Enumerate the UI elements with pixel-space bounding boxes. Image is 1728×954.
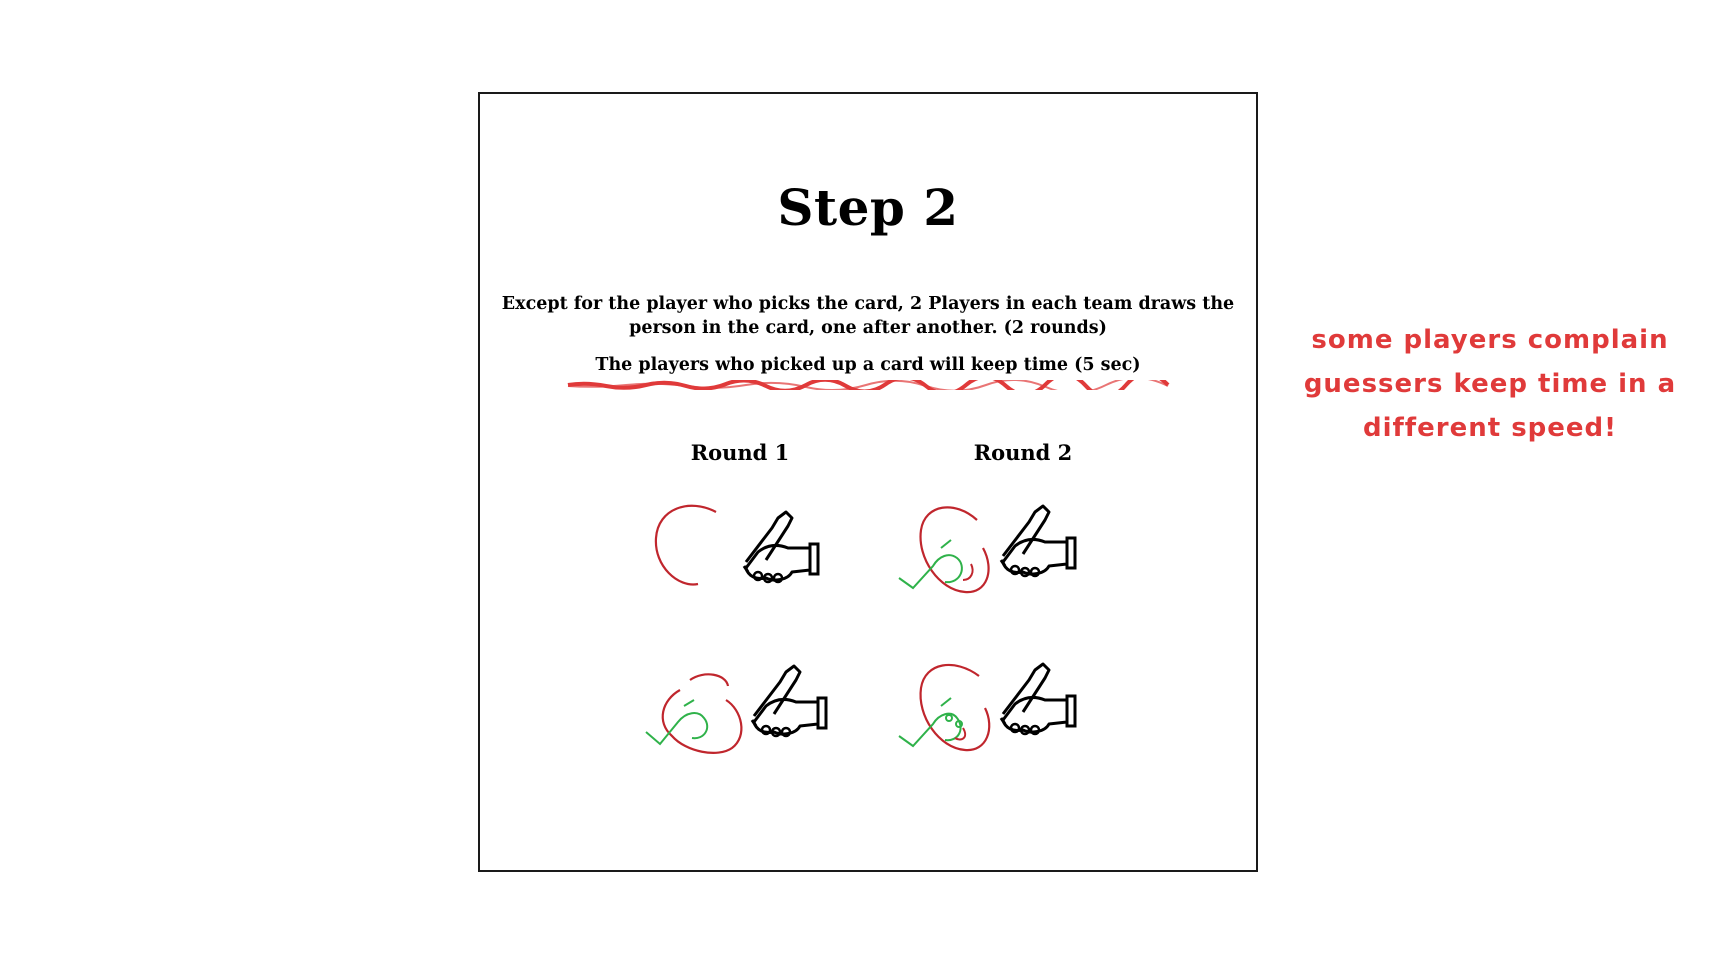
round-2-sketch-2 bbox=[895, 658, 1095, 768]
round-2-sketch-1 bbox=[895, 500, 1095, 610]
round-1-label: Round 1 bbox=[690, 440, 790, 465]
slide-title: Step 2 bbox=[777, 178, 959, 237]
round-1-sketch-2 bbox=[642, 660, 842, 770]
annotation-note: some players complain guessers keep time in a different speed! bbox=[1303, 325, 1677, 443]
face-sketch-icon bbox=[899, 507, 989, 592]
round-2-label: Round 2 bbox=[973, 440, 1073, 465]
face-sketch-icon bbox=[646, 674, 741, 753]
drawing-hand-icon bbox=[1001, 664, 1075, 734]
drawing-hand-icon bbox=[752, 666, 826, 736]
round-1-sketch-1 bbox=[650, 500, 850, 610]
drawing-hand-icon bbox=[744, 512, 818, 582]
red-scribble-underline bbox=[566, 380, 1170, 390]
face-sketch-icon bbox=[656, 506, 716, 585]
face-sketch-icon bbox=[899, 665, 989, 750]
slide-description: Except for the player who picks the card, 2 Players in each team draws the person in the card, one after another. (2 rounds) bbox=[501, 294, 1235, 338]
keep-time-text: The players who picked up a card will keep time (5 sec) bbox=[595, 355, 1141, 375]
drawing-hand-icon bbox=[1001, 506, 1075, 576]
